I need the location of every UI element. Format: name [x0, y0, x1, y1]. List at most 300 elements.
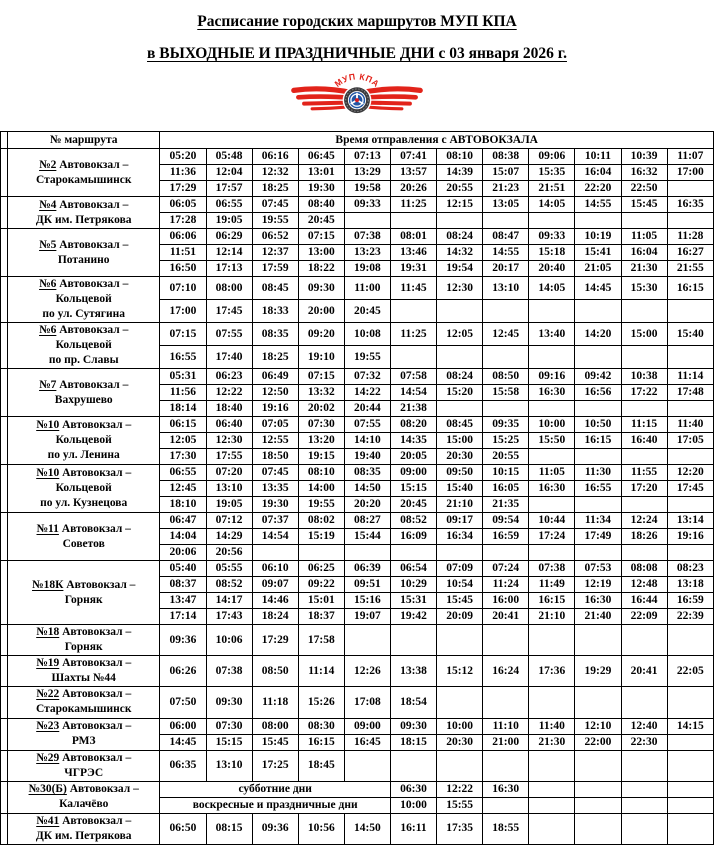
time-cell: 13:18	[667, 577, 713, 593]
time-cell: 06:30	[390, 781, 436, 797]
time-cell: 15:30	[621, 277, 667, 300]
time-cell: 12:05	[437, 323, 483, 346]
time-cell: 06:05	[160, 197, 206, 213]
time-cell: 09:17	[437, 513, 483, 529]
time-cell: 22:05	[667, 656, 713, 687]
empty-cell	[529, 625, 575, 656]
time-cell: 16:05	[483, 481, 529, 497]
time-cell: 18:33	[252, 300, 298, 323]
time-cell: 21:10	[529, 609, 575, 625]
time-cell: 11:28	[667, 229, 713, 245]
time-cell: 13:20	[298, 433, 344, 449]
empty-cell	[437, 213, 483, 229]
time-cell: 20:17	[483, 261, 529, 277]
time-cell: 20:41	[621, 656, 667, 687]
time-cell: 12:22	[206, 385, 252, 401]
time-cell: 10:44	[529, 513, 575, 529]
time-cell: 14:22	[344, 385, 390, 401]
time-cell: 07:15	[298, 369, 344, 385]
route-row	[1, 687, 714, 718]
route-number: №29	[36, 751, 60, 764]
time-cell: 15:12	[437, 656, 483, 687]
empty-cell	[667, 213, 713, 229]
empty-cell	[529, 213, 575, 229]
route-number: №4	[39, 198, 57, 211]
time-cell: 22:00	[575, 734, 621, 750]
time-cell: 12:22	[437, 781, 483, 797]
time-cell: 20:55	[437, 181, 483, 197]
route-name-cell: №18 Автовокзал – Горняк	[8, 625, 160, 656]
time-cell: 21:51	[529, 181, 575, 197]
empty-cell	[621, 750, 667, 781]
time-cell: 08:45	[252, 277, 298, 300]
time-cell: 08:20	[390, 417, 436, 433]
time-cell: 10:06	[206, 625, 252, 656]
time-cell: 18:24	[252, 609, 298, 625]
time-cell: 06:55	[160, 465, 206, 481]
time-cell: 16:56	[575, 385, 621, 401]
empty-cell	[667, 797, 713, 813]
route-name-cell: №6 Автовокзал – Кольцевой по ул. Сутягина	[8, 277, 160, 323]
time-cell: 07:37	[252, 513, 298, 529]
time-cell: 17:49	[575, 529, 621, 545]
left-margin-cell	[1, 718, 8, 750]
time-cell: 12:26	[344, 656, 390, 687]
route-name-cell: №10 Автовокзал – Кольцевой по ул. Ленина	[8, 417, 160, 465]
time-cell: 11:05	[529, 465, 575, 481]
time-cell: 12:50	[252, 385, 298, 401]
time-cell: 17:36	[529, 656, 575, 687]
left-margin-cell	[1, 132, 8, 149]
empty-cell	[437, 750, 483, 781]
time-cell: 11:14	[667, 369, 713, 385]
time-cell: 07:58	[390, 369, 436, 385]
time-cell: 17:28	[160, 213, 206, 229]
route-name-cell: №22 Автовокзал – Старокамышинск	[8, 687, 160, 718]
time-cell: 21:38	[390, 401, 436, 417]
route-row	[1, 417, 714, 433]
empty-cell	[575, 687, 621, 718]
time-cell: 14:45	[575, 277, 621, 300]
time-cell: 08:38	[483, 149, 529, 165]
time-cell: 06:06	[160, 229, 206, 245]
route-name-cell: №30(Б) Автовокзал – Калачёво	[8, 781, 160, 813]
time-cell: 16:59	[667, 593, 713, 609]
time-cell: 18:40	[206, 401, 252, 417]
time-cell: 20:45	[390, 497, 436, 513]
time-cell: 17:45	[667, 481, 713, 497]
time-cell: 17:43	[206, 609, 252, 625]
time-cell: 06:23	[206, 369, 252, 385]
empty-cell	[483, 300, 529, 323]
time-cell: 16:09	[390, 529, 436, 545]
time-cell: 08:24	[437, 369, 483, 385]
empty-cell	[298, 545, 344, 561]
time-cell: 08:10	[437, 149, 483, 165]
empty-cell	[575, 300, 621, 323]
time-cell: 20:44	[344, 401, 390, 417]
time-cell: 15:50	[529, 433, 575, 449]
day-type-label: воскресные и праздничные дни	[160, 797, 391, 813]
time-cell: 13:38	[390, 656, 436, 687]
time-cell: 14:45	[160, 734, 206, 750]
time-cell: 06:16	[252, 149, 298, 165]
time-cell: 17:29	[252, 625, 298, 656]
time-cell: 15:40	[437, 481, 483, 497]
empty-cell	[437, 545, 483, 561]
left-margin-cell	[1, 197, 8, 229]
time-cell: 22:50	[621, 181, 667, 197]
time-cell: 16:30	[529, 385, 575, 401]
time-cell: 07:13	[344, 149, 390, 165]
empty-cell	[390, 213, 436, 229]
time-cell: 07:30	[298, 417, 344, 433]
time-cell: 10:38	[621, 369, 667, 385]
time-cell: 15:01	[298, 593, 344, 609]
time-cell: 15:58	[483, 385, 529, 401]
empty-cell	[621, 781, 667, 797]
empty-cell	[529, 300, 575, 323]
time-cell: 08:00	[252, 718, 298, 734]
time-cell: 19:54	[437, 261, 483, 277]
empty-cell	[575, 781, 621, 797]
time-cell: 15:41	[575, 245, 621, 261]
time-cell: 20:56	[206, 545, 252, 561]
time-cell: 11:07	[667, 149, 713, 165]
time-cell: 16:30	[575, 593, 621, 609]
time-cell: 22:20	[575, 181, 621, 197]
empty-cell	[529, 781, 575, 797]
time-cell: 07:45	[252, 197, 298, 213]
time-cell: 16:55	[160, 346, 206, 369]
route-row	[1, 323, 714, 346]
empty-cell	[390, 625, 436, 656]
time-cell: 06:47	[160, 513, 206, 529]
time-cell: 18:54	[390, 687, 436, 718]
route-number: №11	[36, 522, 59, 535]
time-cell: 18:22	[298, 261, 344, 277]
empty-cell	[252, 545, 298, 561]
time-cell: 19:55	[298, 497, 344, 513]
time-cell: 06:35	[160, 750, 206, 781]
empty-cell	[575, 401, 621, 417]
left-margin-cell	[1, 465, 8, 513]
time-cell: 08:00	[206, 277, 252, 300]
time-cell: 16:30	[483, 781, 529, 797]
time-cell: 16:59	[483, 529, 529, 545]
time-cell: 21:30	[621, 261, 667, 277]
time-cell: 22:09	[621, 609, 667, 625]
time-cell: 19:16	[667, 529, 713, 545]
empty-cell	[575, 813, 621, 844]
empty-cell	[483, 213, 529, 229]
time-cell: 20:30	[437, 449, 483, 465]
time-cell: 15:44	[344, 529, 390, 545]
time-cell: 12:10	[575, 718, 621, 734]
time-cell: 09:22	[298, 577, 344, 593]
time-cell: 14:50	[344, 813, 390, 844]
time-cell: 07:15	[160, 323, 206, 346]
time-cell: 11:34	[575, 513, 621, 529]
time-cell: 17:08	[344, 687, 390, 718]
time-cell: 13:10	[206, 481, 252, 497]
route-number: №18	[36, 626, 60, 639]
time-cell: 13:00	[298, 245, 344, 261]
time-cell: 08:08	[621, 561, 667, 577]
empty-cell	[575, 545, 621, 561]
empty-cell	[390, 750, 436, 781]
empty-cell	[529, 497, 575, 513]
time-cell: 13:05	[483, 197, 529, 213]
time-cell: 08:27	[344, 513, 390, 529]
time-cell: 19:05	[206, 213, 252, 229]
time-cell: 19:29	[575, 656, 621, 687]
time-cell: 11:24	[483, 577, 529, 593]
time-cell: 14:10	[344, 433, 390, 449]
time-cell: 05:48	[206, 149, 252, 165]
time-cell: 19:58	[344, 181, 390, 197]
time-cell: 19:08	[344, 261, 390, 277]
route-number: №10	[36, 467, 60, 479]
time-cell: 10:15	[483, 465, 529, 481]
time-cell: 14:50	[344, 481, 390, 497]
time-cell: 15:45	[437, 593, 483, 609]
time-cell: 13:40	[529, 323, 575, 346]
time-cell: 16:34	[437, 529, 483, 545]
time-cell: 12:40	[621, 718, 667, 734]
time-cell: 20:02	[298, 401, 344, 417]
time-cell: 08:35	[344, 465, 390, 481]
time-cell: 19:15	[298, 449, 344, 465]
empty-cell	[667, 497, 713, 513]
time-cell: 12:45	[160, 481, 206, 497]
route-name-cell: №23 Автовокзал – РМЗ	[8, 718, 160, 750]
mup-kpa-logo-icon	[288, 69, 426, 129]
time-cell: 18:25	[252, 346, 298, 369]
time-cell: 09:00	[344, 718, 390, 734]
time-cell: 16:00	[483, 593, 529, 609]
time-cell: 13:32	[298, 385, 344, 401]
time-cell: 10:00	[437, 718, 483, 734]
empty-cell	[529, 401, 575, 417]
time-cell: 12:14	[206, 245, 252, 261]
route-number: №10	[36, 419, 60, 431]
time-cell: 19:07	[344, 609, 390, 625]
empty-cell	[667, 813, 713, 844]
time-cell: 19:05	[206, 497, 252, 513]
time-cell: 15:35	[529, 165, 575, 181]
time-cell: 16:15	[575, 433, 621, 449]
route-number: №22	[36, 688, 60, 701]
time-cell: 15:55	[437, 797, 483, 813]
time-cell: 17:05	[667, 433, 713, 449]
time-cell: 08:40	[298, 197, 344, 213]
route-row	[1, 781, 714, 797]
time-cell: 18:37	[298, 609, 344, 625]
time-cell: 18:10	[160, 497, 206, 513]
time-cell: 06:29	[206, 229, 252, 245]
page-subtitle	[0, 45, 714, 63]
time-cell: 07:50	[160, 687, 206, 718]
empty-cell	[575, 750, 621, 781]
time-cell: 17:14	[160, 609, 206, 625]
page-subtitle-text: в ВЫХОДНЫЕ И ПРАЗДНИЧНЫЕ ДНИ с 03 января 2026 г.	[147, 45, 567, 62]
route-name-cell: №4 Автовокзал – ДК им. Петрякова	[8, 197, 160, 229]
time-cell: 11:40	[529, 718, 575, 734]
time-cell: 12:04	[206, 165, 252, 181]
route-name-cell: №2 Автовокзал – Старокамышинск	[8, 149, 160, 197]
empty-cell	[483, 346, 529, 369]
time-cell: 14:55	[575, 197, 621, 213]
schedule-table-body	[1, 132, 714, 845]
empty-cell	[621, 813, 667, 844]
time-cell: 11:15	[621, 417, 667, 433]
time-cell: 10:19	[575, 229, 621, 245]
time-cell: 18:26	[621, 529, 667, 545]
time-cell: 19:16	[252, 401, 298, 417]
time-cell: 09:30	[390, 718, 436, 734]
time-cell: 07:55	[344, 417, 390, 433]
route-number: №41	[36, 814, 60, 827]
time-cell: 09:30	[298, 277, 344, 300]
time-cell: 06:54	[390, 561, 436, 577]
time-cell: 12:30	[206, 433, 252, 449]
empty-cell	[621, 449, 667, 465]
empty-cell	[483, 545, 529, 561]
empty-cell	[483, 687, 529, 718]
route-row	[1, 465, 714, 481]
empty-cell	[344, 750, 390, 781]
time-cell: 15:19	[298, 529, 344, 545]
empty-cell	[667, 401, 713, 417]
route-name-cell: №29 Автовокзал – ЧГРЭС	[8, 750, 160, 781]
left-margin-cell	[1, 513, 8, 561]
left-margin-cell	[1, 625, 8, 656]
time-cell: 09:51	[344, 577, 390, 593]
time-cell: 19:30	[298, 181, 344, 197]
empty-cell	[667, 181, 713, 197]
time-cell: 18:25	[252, 181, 298, 197]
route-number: №6	[39, 324, 57, 336]
empty-cell	[529, 813, 575, 844]
time-cell: 11:05	[621, 229, 667, 245]
time-cell: 14:46	[252, 593, 298, 609]
time-cell: 17:13	[206, 261, 252, 277]
time-cell: 13:01	[298, 165, 344, 181]
empty-cell	[667, 781, 713, 797]
time-cell: 07:41	[390, 149, 436, 165]
empty-cell	[575, 497, 621, 513]
time-cell: 06:15	[160, 417, 206, 433]
time-cell: 12:15	[437, 197, 483, 213]
time-cell: 12:30	[437, 277, 483, 300]
time-cell: 17:40	[206, 346, 252, 369]
time-cell: 17:59	[252, 261, 298, 277]
time-cell: 16:50	[160, 261, 206, 277]
time-cell: 08:02	[298, 513, 344, 529]
time-cell: 19:42	[390, 609, 436, 625]
time-cell: 15:15	[206, 734, 252, 750]
time-cell: 08:35	[252, 323, 298, 346]
empty-cell	[621, 625, 667, 656]
time-cell: 15:15	[390, 481, 436, 497]
empty-cell	[344, 213, 390, 229]
time-cell: 06:50	[160, 813, 206, 844]
time-cell: 22:39	[667, 609, 713, 625]
time-cell: 13:47	[160, 593, 206, 609]
empty-cell	[621, 300, 667, 323]
time-cell: 14:32	[437, 245, 483, 261]
logo-text: МУП КПА	[332, 71, 382, 90]
time-cell: 07:38	[529, 561, 575, 577]
time-cell: 08:23	[667, 561, 713, 577]
time-cell: 14:20	[575, 323, 621, 346]
time-cell: 08:10	[298, 465, 344, 481]
route-name-cell: №41 Автовокзал – ДК им. Петрякова	[8, 813, 160, 844]
empty-cell	[575, 625, 621, 656]
time-cell: 20:09	[437, 609, 483, 625]
time-cell: 16:11	[390, 813, 436, 844]
route-row	[1, 813, 714, 844]
time-cell: 11:55	[621, 465, 667, 481]
time-cell: 15:45	[621, 197, 667, 213]
time-cell: 13:29	[344, 165, 390, 181]
time-cell: 13:14	[667, 513, 713, 529]
time-cell: 07:55	[206, 323, 252, 346]
time-cell: 09:33	[529, 229, 575, 245]
route-column-header: № маршрута	[8, 132, 160, 149]
empty-cell	[529, 750, 575, 781]
time-cell: 17:24	[529, 529, 575, 545]
time-cell: 16:15	[667, 277, 713, 300]
time-cell: 19:10	[298, 346, 344, 369]
time-cell: 13:35	[252, 481, 298, 497]
time-cell: 11:40	[667, 417, 713, 433]
time-cell: 17:20	[621, 481, 667, 497]
time-cell: 07:30	[206, 718, 252, 734]
time-cell: 20:30	[437, 734, 483, 750]
time-cell: 11:10	[483, 718, 529, 734]
empty-cell	[529, 346, 575, 369]
time-cell: 09:16	[529, 369, 575, 385]
time-cell: 19:31	[390, 261, 436, 277]
time-cell: 16:27	[667, 245, 713, 261]
empty-cell	[483, 401, 529, 417]
empty-cell	[344, 625, 390, 656]
time-cell: 10:00	[529, 417, 575, 433]
time-cell: 07:38	[206, 656, 252, 687]
empty-cell	[437, 401, 483, 417]
empty-cell	[529, 687, 575, 718]
time-cell: 12:20	[667, 465, 713, 481]
route-number: №23	[36, 720, 60, 733]
time-cell: 21:00	[483, 734, 529, 750]
time-cell: 22:30	[621, 734, 667, 750]
time-cell: 14:17	[206, 593, 252, 609]
time-cell: 14:05	[529, 197, 575, 213]
time-cell: 17:00	[667, 165, 713, 181]
time-cell: 05:31	[160, 369, 206, 385]
time-cell: 06:55	[206, 197, 252, 213]
time-cell: 16:24	[483, 656, 529, 687]
route-name-cell: №10 Автовокзал – Кольцевой по ул. Кузнецова	[8, 465, 160, 513]
time-cell: 09:36	[252, 813, 298, 844]
time-cell: 20:45	[344, 300, 390, 323]
page-title	[0, 0, 714, 31]
time-cell: 16:45	[344, 734, 390, 750]
time-cell: 06:39	[344, 561, 390, 577]
time-cell: 15:07	[483, 165, 529, 181]
